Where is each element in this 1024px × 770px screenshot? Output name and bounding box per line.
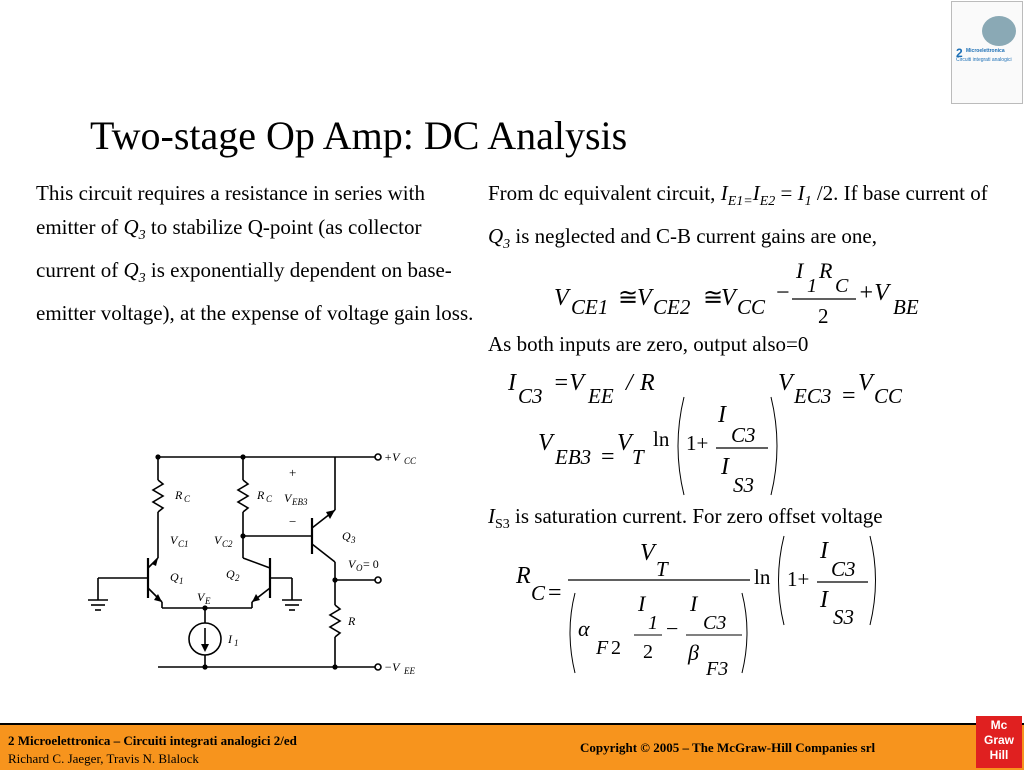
ie1-subscript: E1=	[727, 194, 753, 210]
equation-vec3	[778, 370, 903, 409]
rc2-label: R	[257, 488, 265, 502]
rc-i1-sub: 1	[648, 612, 658, 634]
rc2-label-sub: C	[266, 494, 273, 504]
q3-emitter-arrow	[326, 510, 335, 519]
vce-ce1: CE1	[571, 295, 609, 319]
logo-line-1: Mc	[990, 718, 1008, 732]
vce-approx1: ≅	[618, 285, 639, 311]
rc-ic3-sub: C3	[703, 612, 727, 634]
rc-i1-den: 2	[643, 641, 653, 663]
rc-i1: I	[638, 591, 646, 616]
r-label: R	[348, 614, 356, 628]
vce-den: 2	[818, 304, 829, 328]
vee-terminal	[375, 664, 381, 670]
right-text-intro: From dc equivalent circuit,	[488, 181, 721, 205]
vec3-v: V	[778, 370, 793, 396]
rc-num-v: V	[640, 540, 655, 566]
veb3-den-i: I	[721, 454, 729, 480]
vc1-label: V	[170, 533, 178, 547]
rc-r-num-sub: C3	[831, 557, 856, 581]
mcgraw-hill-logo	[976, 716, 1022, 768]
veb3-label-sub: EB3	[292, 497, 308, 507]
equation-rc	[515, 536, 876, 680]
rc-sub: C	[531, 581, 546, 605]
ic3-sub: C3	[518, 384, 543, 408]
ve-label-sub: E	[205, 596, 211, 606]
q2-label: Q	[226, 567, 235, 581]
vce-num-subc: C	[835, 275, 849, 297]
left-text-1: This circuit requires a resistance in series with emitter of	[36, 181, 425, 239]
veb3-label: V	[284, 491, 292, 505]
rc-ic3: I	[690, 591, 698, 616]
equation-veb3	[538, 397, 777, 497]
q3-subscript-2: 3	[138, 271, 146, 287]
vec3-sub: EC3	[794, 384, 832, 408]
rc-right-paren	[870, 536, 876, 625]
veb3-num-sub: C3	[731, 423, 756, 447]
rc-one: 1+	[787, 567, 810, 591]
vee-label: −V	[384, 660, 400, 674]
vce-minus: −	[776, 280, 790, 306]
q3-symbol-2: Q	[123, 258, 139, 283]
vce-num-r: R	[819, 258, 833, 283]
cover-number: 2	[956, 46, 963, 60]
left-text-3: is exponentially dependent on base-emitter voltage), at the expense of voltage gain loss.	[36, 258, 474, 326]
vce-plus-v: +V	[858, 280, 889, 306]
vec3-eq: =	[842, 383, 856, 409]
equation-vce	[554, 258, 919, 328]
i1-subscript: 1	[804, 194, 812, 210]
q2-emitter-arrow	[252, 594, 260, 602]
rc-r-den-sub: S3	[833, 605, 854, 629]
rc1-label: R	[175, 488, 183, 502]
rc-ln: ln	[754, 565, 771, 589]
veb3-eq: =	[601, 444, 615, 470]
i1-label-sub: 1	[234, 638, 239, 648]
veb3-left-paren	[678, 397, 684, 495]
ic3-slash: /	[626, 370, 633, 396]
veb3-v2: V	[617, 430, 632, 456]
rc-two: 2	[611, 637, 621, 659]
veb3-num-i: I	[718, 402, 726, 428]
i1-symbol: I	[797, 181, 805, 205]
q3-collector	[312, 544, 335, 562]
cover-subtitle: Circuiti integrati analogici	[956, 57, 1012, 63]
ie2-symbol: I	[752, 181, 760, 205]
rc-minus: −	[666, 616, 679, 641]
veb3-den-sub: S3	[733, 473, 754, 497]
rc-num-sub: T	[656, 557, 668, 581]
q3-label: Q	[342, 529, 351, 543]
slide-title: Two-stage Op Amp: DC Analysis	[90, 113, 628, 158]
rc-inner-left-paren	[570, 593, 575, 673]
vec3-cc: CC	[874, 384, 903, 408]
vce-num-sub1: 1	[807, 275, 817, 297]
rc-inner-right-paren	[742, 593, 747, 673]
q3-symbol: Q	[123, 215, 139, 239]
r-resistor	[330, 605, 340, 637]
current-arrow	[201, 644, 209, 652]
veb3-minus: −	[289, 514, 297, 529]
vce-cc: CC	[737, 295, 766, 319]
vo-label-sub: O	[356, 563, 363, 573]
rc2-resistor	[238, 480, 248, 512]
is-subscript: S3	[495, 517, 510, 533]
circuit-nodes	[155, 454, 337, 669]
rc-r-den-i: I	[820, 587, 828, 613]
vo-label-eq: = 0	[363, 557, 379, 571]
equation-ic3	[507, 370, 655, 408]
veb3-v: V	[538, 430, 553, 456]
q3-subscript-3: 3	[503, 237, 511, 253]
ic3-eq: =V	[553, 370, 584, 396]
rc1-label-sub: C	[184, 494, 191, 504]
vee-label-sub: EE	[404, 666, 415, 676]
footer-book-title: 2 Microelettronica – Circuiti integrati analogici 2/ed	[8, 733, 297, 748]
vc2-label-sub: C2	[222, 539, 233, 549]
vc2-label: V	[214, 533, 222, 547]
veb3-ln: ln	[653, 427, 670, 451]
rc-beta: β	[688, 640, 699, 665]
footer-authors: Richard C. Jaeger, Travis N. Blalock	[8, 751, 199, 766]
rc1-resistor	[153, 480, 163, 512]
vec3-v2: V	[858, 370, 873, 396]
q3-symbol-3: Q	[488, 224, 504, 249]
rc-eq: =	[548, 580, 562, 606]
vce-num-i: I	[796, 258, 804, 283]
i1-label: I	[228, 632, 232, 646]
ic3-r: R	[640, 370, 655, 396]
left-text-2: to stabilize Q-point (as collector current of	[36, 215, 422, 283]
vc1-label-sub: C1	[178, 539, 189, 549]
rc-alpha-sub: F	[596, 637, 609, 659]
q1-label-sub: 1	[179, 576, 184, 586]
vce-be: BE	[893, 295, 919, 319]
logo-line-3: Hill	[989, 748, 1009, 762]
circuit-diagram	[80, 440, 430, 690]
vce-approx2: ≅	[703, 285, 724, 311]
q1-label: Q	[170, 570, 179, 584]
q3-label-sub: 3	[351, 535, 356, 545]
footer-copyright: Copyright © 2005 – The McGraw-Hill Companies srl	[580, 740, 876, 755]
equals-sign: =	[775, 181, 798, 205]
right-text-1: /2. If base current of	[811, 181, 988, 205]
rc-left-paren	[779, 536, 785, 625]
veb3-plus: +	[289, 465, 297, 480]
veb3-one: 1+	[686, 431, 709, 455]
ic3-i: I	[508, 370, 516, 396]
rc-r-num-i: I	[820, 538, 828, 564]
ve-label: V	[197, 590, 205, 604]
is-symbol: I	[488, 504, 495, 528]
vce-v2: V	[637, 285, 652, 311]
vce-v3: V	[721, 285, 736, 311]
cover-series: Microelettronica	[966, 48, 1005, 54]
ic3-ee: EE	[588, 384, 614, 408]
rc-alpha: α	[578, 616, 590, 641]
vcc-label-sub: CC	[404, 456, 417, 466]
vo-terminal	[375, 577, 381, 583]
q2-label-sub: 2	[235, 573, 240, 583]
logo-line-2: Graw	[983, 733, 1014, 747]
rc-beta-sub: F3	[706, 658, 729, 680]
saturation-text-rest: is saturation current. For zero offset voltage	[509, 504, 883, 528]
vo-label: V	[348, 557, 356, 571]
rc-r: R	[516, 563, 531, 589]
veb3-sub: EB3	[555, 445, 592, 469]
vce-v: V	[554, 285, 569, 311]
veb3-right-paren	[771, 397, 777, 495]
q3-subscript: 3	[138, 228, 146, 244]
ie1-symbol: I	[720, 181, 728, 205]
as-both-text: As both inputs are zero, output also=0	[488, 332, 809, 356]
veb3-t: T	[632, 445, 644, 469]
vce-ce2: CE2	[653, 295, 691, 319]
ie2-subscript: E2	[759, 194, 776, 210]
vcc-label: +V	[384, 450, 400, 464]
vcc-terminal	[375, 454, 381, 460]
right-text-2: is neglected and C-B current gains are one,	[510, 224, 877, 249]
